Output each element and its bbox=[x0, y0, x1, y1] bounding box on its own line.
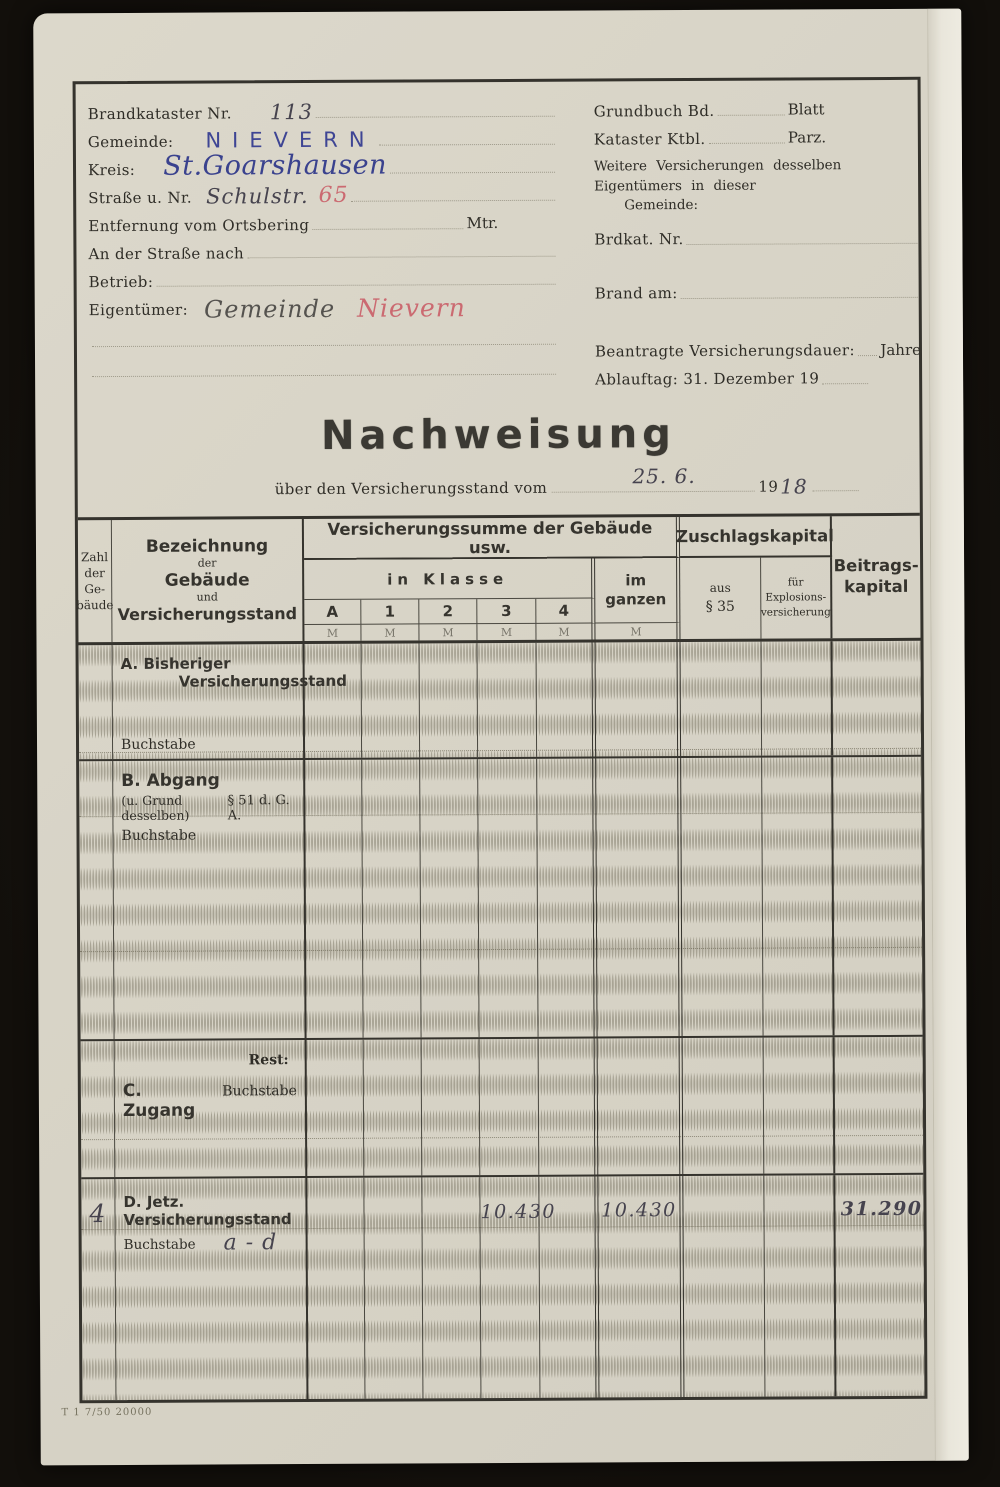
an-der-strasse-label: An der Straße nach bbox=[88, 243, 245, 263]
blank-ruled-line bbox=[89, 316, 559, 350]
field-brand-am bbox=[595, 272, 921, 302]
cell-zahl bbox=[81, 1041, 116, 1177]
cell-bezeichnung: B. Abgang (u. Grund desselben) § 51 d. G. A. Buchstabe bbox=[113, 760, 306, 1039]
gemeinde-stamp: NIEVERN bbox=[205, 127, 376, 153]
col-header-aus-para35: aus § 35 bbox=[680, 558, 761, 639]
dotted-line bbox=[551, 463, 754, 493]
strasse-label: Straße u. Nr. bbox=[88, 188, 193, 207]
dotted-line bbox=[709, 138, 785, 144]
eigentuemer-label: Eigentümer: bbox=[88, 300, 189, 319]
blatt-label: Blatt bbox=[787, 100, 825, 119]
page-edge bbox=[927, 9, 969, 1461]
field-entfernung bbox=[88, 204, 558, 234]
cell-bezeichnung: Rest: C. Zugang Buchstabe bbox=[115, 1040, 308, 1177]
col-header-zahl: Zahl der Ge- bäude bbox=[78, 520, 113, 642]
col-header-beitragskapital: Beitrags- kapital bbox=[833, 556, 919, 597]
blank-ruled-line bbox=[89, 348, 559, 380]
dotted-line bbox=[390, 167, 555, 174]
brdkat-label: Brdkat. Nr. bbox=[594, 230, 684, 249]
dotted-line bbox=[813, 485, 859, 491]
strasse-nr-handwritten: 65 bbox=[318, 182, 349, 208]
table-header bbox=[78, 516, 921, 645]
group-header-versicherungssumme: Versicherungssumme der Gebäude usw. bbox=[304, 517, 680, 560]
insurance-table bbox=[78, 513, 925, 1400]
form-frame bbox=[73, 77, 928, 1403]
entfernung-label: Entfernung vom Ortsbering bbox=[88, 215, 310, 235]
grundbuch-label: Grundbuch Bd. bbox=[593, 101, 715, 121]
field-an-der-strasse bbox=[88, 232, 558, 262]
year-prefix: 19 bbox=[758, 477, 779, 496]
scanned-form-sheet bbox=[33, 9, 969, 1466]
field-strasse bbox=[88, 176, 558, 209]
entfernung-unit: Mtr. bbox=[466, 214, 499, 233]
class-col-A: A bbox=[304, 600, 361, 625]
unit-cell-M: M bbox=[361, 624, 419, 640]
cell-bezeichnung: A. Bisheriger Versicherungsstand Buchstabe bbox=[113, 644, 306, 759]
field-eigentuemer bbox=[88, 288, 559, 324]
field-ablauftag bbox=[595, 358, 921, 388]
year-handwritten: 18 bbox=[780, 474, 808, 499]
dotted-line bbox=[681, 291, 918, 298]
weitere-line2: Gemeinde: bbox=[624, 197, 699, 214]
dotted-line bbox=[312, 223, 463, 230]
date-handwritten: 25. 6. bbox=[632, 463, 696, 489]
table-row-zugang bbox=[81, 1037, 924, 1179]
unit-cell-M: M bbox=[477, 624, 536, 640]
klasse3-sum-handwritten: 10.430 bbox=[480, 1200, 557, 1224]
brand-am-label: Brand am: bbox=[594, 284, 678, 303]
table-row-bisheriger-versicherungsstand bbox=[79, 641, 922, 761]
rest-label: Rest: bbox=[248, 1052, 289, 1069]
cell-bezeichnung: D. Jetz. Versicherungsstand Buchstabe a - d bbox=[115, 1178, 308, 1400]
unit-cell-M: M bbox=[536, 624, 595, 640]
dotted-line bbox=[247, 251, 555, 259]
ablauftag-label: Ablauftag: 31. Dezember 19 bbox=[595, 369, 820, 389]
field-grundbuch bbox=[594, 90, 920, 120]
form-title: Nachweisung bbox=[320, 411, 676, 459]
dotted-line bbox=[352, 195, 556, 202]
table-row-abgang bbox=[79, 757, 922, 1041]
parz-label: Parz. bbox=[787, 128, 827, 147]
beitragskapital-sum-handwritten: 31.290 bbox=[840, 1197, 923, 1221]
col-header-im-ganzen: im ganzen bbox=[595, 558, 680, 623]
unit-cell-M: M bbox=[595, 623, 680, 639]
kataster-label: Kataster Ktbl. bbox=[593, 129, 706, 149]
subtitle-label: über den Versicherungsstand vom bbox=[274, 478, 548, 498]
strasse-value-handwritten: Schulstr. bbox=[206, 184, 309, 209]
dotted-line bbox=[92, 339, 556, 347]
group-header-zuschlagskapital: Zuschlagskapital bbox=[680, 516, 832, 558]
unit-cell-M: M bbox=[419, 624, 477, 640]
field-kataster bbox=[594, 118, 920, 148]
head-right-fields bbox=[594, 90, 922, 388]
cell-zahl bbox=[81, 1179, 116, 1400]
field-betrieb bbox=[89, 260, 559, 290]
kreis-stamp: St.Goarshausen bbox=[163, 149, 388, 182]
kreis-label: Kreis: bbox=[87, 160, 136, 179]
cell-beitragskapital-value bbox=[835, 1175, 924, 1396]
field-kreis bbox=[87, 148, 558, 182]
form-subtitle-row bbox=[274, 463, 862, 499]
head-left-fields bbox=[88, 92, 559, 380]
print-code: T 1 7/50 20000 bbox=[61, 1406, 153, 1419]
unit-cell-M: M bbox=[304, 625, 361, 641]
dotted-line bbox=[92, 369, 556, 377]
dotted-line bbox=[822, 378, 868, 384]
dotted-line bbox=[717, 110, 784, 116]
brandkataster-label: Brandkataster Nr. bbox=[87, 103, 232, 123]
betrieb-label: Betrieb: bbox=[88, 272, 154, 291]
class-col-2: 2 bbox=[419, 599, 477, 624]
jahre-label: Jahre bbox=[880, 340, 922, 359]
class-col-4: 4 bbox=[536, 599, 595, 624]
col-header-explosionsversicherung: für Explosions- versicherung bbox=[761, 557, 832, 638]
cell-zahl bbox=[79, 761, 114, 1039]
dotted-line bbox=[156, 279, 555, 287]
buchstabe-value-handwritten: a - d bbox=[223, 1230, 278, 1256]
subheader-in-klasse: in Klasse bbox=[304, 559, 595, 601]
weitere-line1: Weitere Versicherungen desselben Eigentümers in dieser bbox=[593, 157, 842, 195]
cell-klasse3-value bbox=[480, 1177, 557, 1398]
dotted-line bbox=[687, 238, 918, 245]
weitere-versicherungen-note bbox=[594, 156, 920, 216]
eigentuemer-value-handwritten: Gemeinde bbox=[203, 294, 336, 324]
class-col-1: 1 bbox=[361, 599, 419, 624]
dotted-line bbox=[379, 139, 555, 146]
field-versicherungsdauer bbox=[595, 330, 921, 360]
field-gemeinde bbox=[87, 120, 558, 153]
dotted-line bbox=[858, 350, 877, 356]
table-row-jetziger-versicherungsstand bbox=[81, 1175, 924, 1400]
gebaeude-count-handwritten: 4 bbox=[89, 1199, 107, 1229]
eigentuemer-place-handwritten: Nievern bbox=[357, 293, 466, 323]
cell-im-ganzen-value bbox=[598, 1176, 684, 1397]
field-brdkat bbox=[594, 218, 920, 248]
brandkataster-value-handwritten: 113 bbox=[269, 99, 314, 125]
gemeinde-label: Gemeinde: bbox=[87, 132, 174, 151]
col-header-bezeichnung: Bezeichnung der Gebäude und Versicherungsstand bbox=[112, 519, 305, 642]
class-col-3: 3 bbox=[477, 599, 536, 624]
im-ganzen-sum-handwritten: 10.430 bbox=[601, 1199, 677, 1222]
dotted-line bbox=[316, 111, 555, 118]
dauer-label: Beantragte Versicherungsdauer: bbox=[594, 341, 855, 361]
field-brandkataster bbox=[87, 92, 558, 125]
cell-zahl bbox=[79, 645, 114, 759]
